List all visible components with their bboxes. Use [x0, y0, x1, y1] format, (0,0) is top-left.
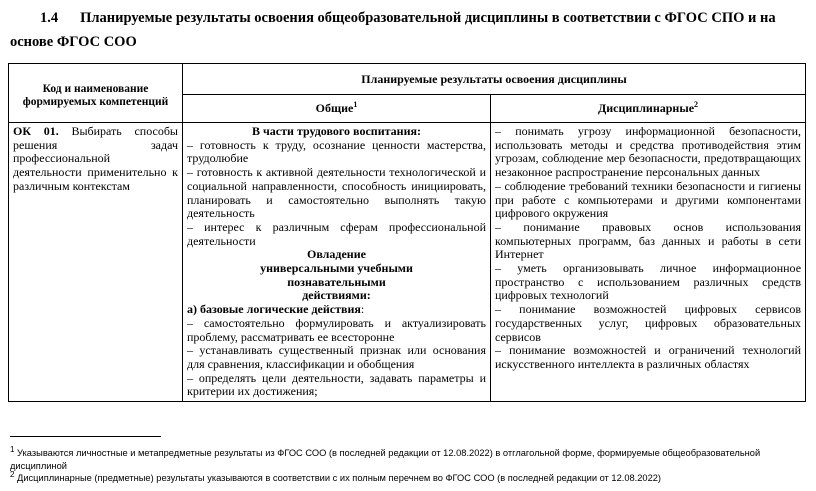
header-code-label: Код и наименование формируемых компетенций [22, 83, 169, 108]
results-table [8, 63, 806, 402]
competence-code-cell [9, 123, 183, 402]
list-item: – готовность к активной деятельности технологической и социальной направленности, способность инициировать, планировать и самостоятельно выполнять такую деятельность [187, 165, 486, 221]
section-heading [10, 6, 806, 54]
list-item: – определять цели деятельности, задавать параметры и критерии их достижения; [187, 370, 486, 399]
list-item: – уметь организовывать личное информационное пространство с использованием различных средств цифровых технологий [495, 261, 802, 303]
disciplinary-results-cell [491, 123, 806, 402]
labor-education-title: В части трудового воспитания: [252, 124, 421, 138]
list-item: – готовность к труду, осознание ценности мастерства, трудолюбие [187, 137, 486, 166]
header-general-label: Общие [315, 101, 354, 115]
footnote-text-2: Дисциплинарные (предметные) результаты указываются в соответствии с их полным перечнем во ФГОС СОО (в последней редакции от 12.08.2022) [17, 473, 662, 483]
footnote-2 [10, 469, 806, 485]
header-code-cell [9, 64, 183, 123]
cognitive-actions-title: Овладение универсальными учебными познавательными действиями: [260, 247, 413, 303]
footnote-divider [10, 436, 161, 437]
competence-description: Выбирать способы решения задач профессиональной деятельности применительно к различным контекстам [13, 124, 178, 193]
header-disciplinary-cell [491, 95, 806, 123]
footnote-mark-1: 1 [10, 444, 15, 454]
table-row [9, 123, 806, 402]
footnote-text-1: Указываются личностные и метапредметные результаты из ФГОС СОО (в последней редакции от 12.08.2022) в отглагольной форме, формируемые общеобразовательной дисциплиной [10, 448, 761, 471]
footnote-ref-2[interactable]: 2 [694, 100, 699, 109]
footnotes [10, 436, 806, 485]
list-item: – соблюдение требований техники безопасности и гигиены при работе с компьютерами и другими компонентами цифрового окружения [495, 178, 802, 221]
list-item: – интерес к различным сферам профессиональной деятельности [187, 219, 486, 248]
list-item: – понимать угрозу информационной безопасности, использовать методы и средства противодействия этим угрозам, соблюдение мер безопасности, предотвращающих незаконное распространение персональных данных [495, 124, 802, 180]
header-general-cell [183, 95, 491, 123]
list-item: – самостоятельно формулировать и актуализировать проблему, рассматривать ее всесторонне [187, 315, 486, 344]
section-number: 1.4 [40, 10, 59, 26]
list-item: – понимание правовых основ использования компьютерных программ, баз данных и работы в сети Интернет [495, 219, 802, 262]
list-item: – устанавливать существенный признак или основания для сравнения, классификации и обобщения [187, 343, 486, 371]
section-title: Планируемые результаты освоения общеобразовательной дисциплины в соответствии с ФГОС СПО и на основе ФГОС СОО [10, 10, 776, 50]
header-planned-cell [183, 64, 806, 95]
header-planned-label: Планируемые результаты освоения дисциплины [361, 71, 627, 86]
competence-code: ОК 01. [13, 124, 59, 138]
list-item: – понимание возможностей и ограничений технологий искусственного интеллекта в различных областях [495, 343, 802, 371]
table-header-row [9, 64, 806, 95]
logical-actions-subtitle: а) базовые логические действия: [187, 302, 365, 317]
list-item: – понимание возможностей цифровых сервисов государственных услуг, цифровых образовательных сервисов [495, 302, 802, 344]
footnote-mark-2: 2 [10, 469, 15, 479]
footnote-1 [10, 444, 806, 472]
footnote-ref-1[interactable]: 1 [353, 100, 358, 109]
general-results-cell [183, 123, 491, 402]
header-disciplinary-label: Дисциплинарные [597, 101, 695, 115]
